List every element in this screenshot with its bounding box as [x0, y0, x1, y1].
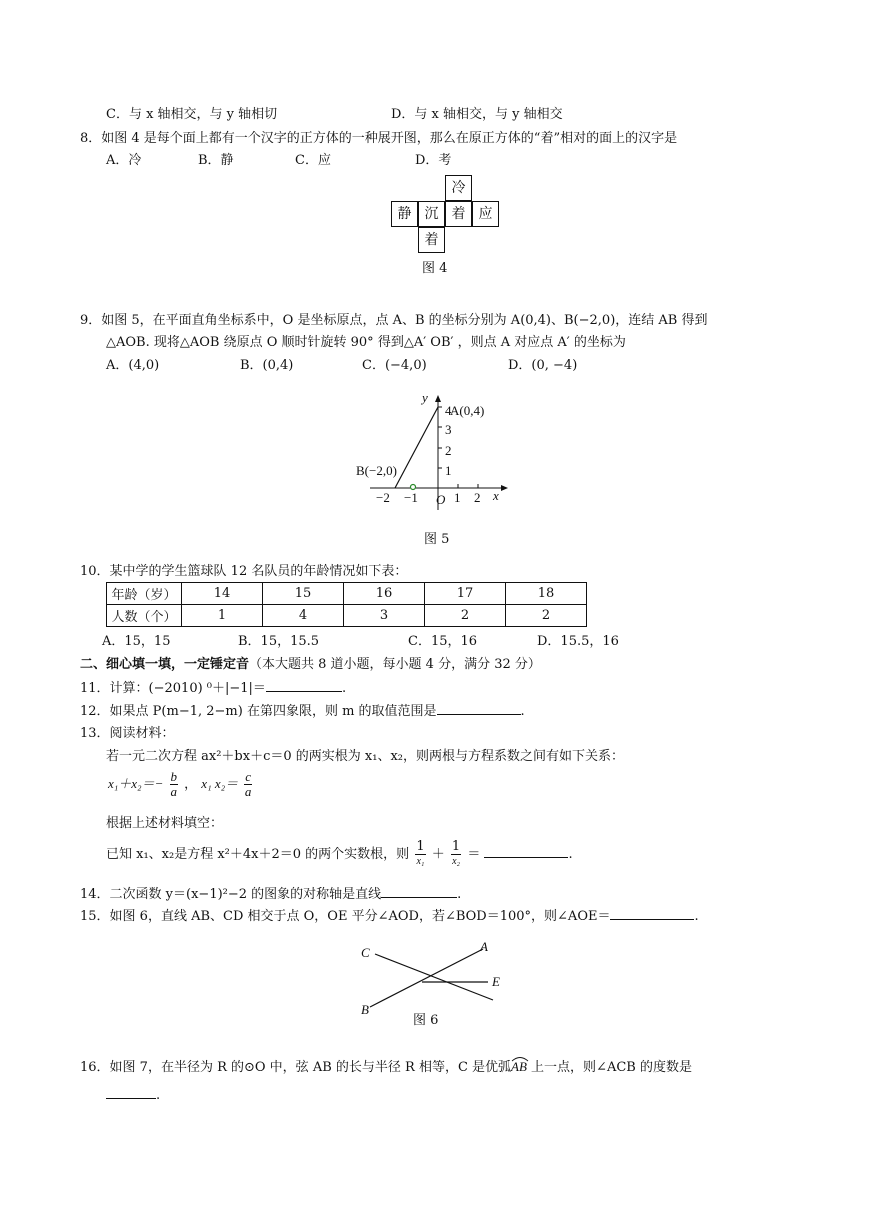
q12: [80, 702, 525, 721]
q13-r-fraction-1: [415, 840, 425, 869]
figure-5-caption: 图 5: [424, 532, 450, 547]
q15-answer-blank[interactable]: [610, 907, 694, 920]
table-cell: 16: [344, 583, 425, 605]
q13-r-fraction-2: [451, 840, 461, 869]
q9-option-b: B．(0,4): [240, 358, 294, 373]
intersecting-lines-figure: [355, 935, 515, 1015]
section-2-note: （本大题共 8 道小题，每小题 4 分，满分 32 分）: [249, 657, 541, 672]
table-cell: 14: [182, 583, 263, 605]
q11: [80, 679, 346, 698]
q13-r-den1: x₁: [416, 856, 425, 867]
q10-option-a: A．15，15: [102, 634, 171, 649]
point-b-label: B(−2,0): [356, 463, 397, 478]
q13-line4-text: 已知 x₁、x₂是方程 x²＋4x＋2＝0 的两个实数根，则: [106, 847, 410, 862]
q13-f2-fraction: [244, 770, 252, 799]
q10-option-b: B．15，15.5: [238, 634, 320, 649]
ytick-label-3: 3: [445, 422, 452, 437]
section-2-title: 二、细心填一填，一定锤定音: [80, 657, 250, 672]
q9-line2: △AOB. 现将△AOB 绕原点 O 顺时针旋转 90° 得到△A′ OB′ ，则点 A 对应点 A′ 的坐标为: [106, 335, 626, 350]
table-cell: 17: [425, 583, 506, 605]
q13-r-num1: 1: [416, 839, 425, 854]
line-ab: [370, 949, 483, 1007]
label-e: E: [492, 974, 500, 989]
xtick-label-2: 2: [474, 490, 481, 505]
q13-f1-num: b: [170, 769, 177, 784]
segment-ab: [395, 407, 438, 488]
q13-f2-left: x₁ x₂＝: [201, 776, 239, 791]
q9-option-c: C．(−4,0): [362, 358, 427, 373]
q13-f1-fraction: [170, 770, 179, 799]
label-b: B: [361, 1002, 369, 1015]
net-cell-mid: 沉: [418, 201, 445, 227]
table-cell: 人数（个）: [107, 605, 182, 627]
q13-f2-num: c: [245, 769, 252, 784]
q13-r-den2: x₂: [452, 856, 460, 867]
q7-option-c: C．与 x 轴相交，与 y 轴相切: [106, 107, 278, 122]
net-cell-bottom: 着: [418, 227, 445, 253]
q13-end: .: [568, 847, 573, 862]
q13-f2-den: a: [244, 784, 252, 799]
q13-line1: 若一元二次方程 ax²＋bx＋c＝0 的两实根为 x₁、x₂，则两根与方程系数之间有如下关系：: [106, 749, 624, 764]
table-cell: 4: [263, 605, 344, 627]
q9-line1: 9．如图 5，在平面直角坐标系中，O 是坐标原点，点 A、B 的坐标分别为 A(0,4)、B(−2,0)，连结 AB 得到: [80, 313, 708, 328]
ytick-label-4: 4: [445, 403, 452, 418]
q7-option-d: D．与 x 轴相交，与 y 轴相交: [391, 107, 563, 122]
arc-mark-icon: [511, 1056, 529, 1062]
table-row: [107, 583, 587, 605]
q13-r-num2: 1: [451, 839, 461, 854]
net-cell-top: 冷: [445, 175, 472, 201]
q13-f1-left: x₁＋x₂＝−: [108, 776, 164, 791]
q12-end: .: [520, 704, 525, 719]
table-cell: 2: [425, 605, 506, 627]
q11-answer-blank[interactable]: [266, 679, 342, 692]
q14-answer-blank[interactable]: [381, 885, 457, 898]
q9-option-a: A．(4,0): [106, 358, 160, 373]
table-cell: 年龄（岁）: [107, 583, 182, 605]
q13-line4: [106, 840, 573, 869]
q11-text: 11．计算：(−2010) ⁰＋|−1|＝: [80, 681, 266, 696]
q8-stem: 8．如图 4 是每个面上都有一个汉字的正方体的一种展开图，那么在原正方体的“着”相对的面上的汉字是: [80, 131, 678, 146]
q14: [80, 885, 461, 904]
q13-line3: 根据上述材料填空：: [106, 816, 224, 831]
q13-r-plus: ＋: [431, 847, 445, 862]
q16-line1: [80, 1058, 692, 1077]
y-axis-label: y: [422, 390, 428, 405]
point-a-label: A(0,4): [450, 403, 485, 418]
q8-option-c: C．应: [295, 153, 331, 168]
q13-f1-sep: ，: [184, 777, 198, 792]
point-marker: [411, 485, 416, 490]
age-table: [106, 582, 587, 627]
q15-end: .: [694, 909, 699, 924]
q12-answer-blank[interactable]: [437, 702, 521, 715]
y-axis-arrow: [435, 395, 441, 402]
table-cell: 2: [506, 605, 587, 627]
x-axis-arrow: [501, 485, 508, 491]
q13-answer-blank[interactable]: [484, 845, 568, 858]
net-cell-left: 静: [391, 201, 418, 227]
q16-text-b: 上一点，则∠ACB 的度数是: [526, 1060, 692, 1075]
xtick-label-1: 1: [454, 490, 461, 505]
q15: [80, 907, 699, 926]
q12-text: 12．如果点 P(m−1, 2−m) 在第四象限，则 m 的取值范围是: [80, 704, 437, 719]
ytick-label-1: 1: [445, 463, 452, 478]
table-cell: 1: [182, 605, 263, 627]
q10-option-c: C．15，16: [408, 634, 478, 649]
label-c: C: [361, 945, 370, 960]
q9-option-d: D．(0, −4): [508, 358, 578, 373]
q16-answer-blank[interactable]: [106, 1086, 156, 1099]
figure-6-caption: 图 6: [413, 1013, 439, 1028]
xtick-label-neg2: −2: [376, 490, 390, 505]
q16-end: .: [156, 1088, 161, 1103]
q10-option-d: D．15.5，16: [537, 634, 619, 649]
net-cell-right: 应: [472, 201, 499, 227]
q14-end: .: [457, 887, 462, 902]
q16-line2: [106, 1086, 160, 1105]
q16-arc-label: AB: [511, 1059, 527, 1074]
coordinate-figure: [350, 385, 520, 515]
table-cell: 15: [263, 583, 344, 605]
q15-text: 15．如图 6，直线 AB、CD 相交于点 O，OE 平分∠AOD，若∠BOD＝100°，则∠AOE＝: [80, 909, 611, 924]
line-cd: [375, 954, 493, 1000]
figure-4-caption: 图 4: [422, 261, 448, 276]
q13-f1-den: a: [170, 784, 177, 799]
q16-text-a: 16．如图 7，在半径为 R 的⊙O 中，弦 AB 的长与半径 R 相等，C 是优弧: [80, 1060, 512, 1075]
label-a: A: [480, 939, 488, 954]
q8-option-d: D．考: [415, 153, 452, 168]
net-cell-center: 着: [445, 201, 472, 227]
q13-head: 13．阅读材料：: [80, 726, 175, 741]
q8-option-b: B．静: [198, 153, 234, 168]
origin-label: O: [436, 492, 446, 507]
q14-text: 14．二次函数 y＝(x−1)²−2 的图象的对称轴是直线: [80, 887, 382, 902]
table-cell: 3: [344, 605, 425, 627]
q10-stem: 10．某中学的学生篮球队 12 名队员的年龄情况如下表：: [80, 564, 408, 579]
q13-r-eq: ＝: [467, 847, 481, 862]
table-cell: 18: [506, 583, 587, 605]
q11-end: .: [341, 681, 347, 696]
x-axis-label: x: [493, 488, 499, 503]
xtick-label-neg1: −1: [404, 490, 418, 505]
q13-formulas: [108, 770, 254, 799]
q8-option-a: A．冷: [106, 153, 142, 168]
q16-arc: [511, 1059, 527, 1074]
section-2-heading: [80, 656, 541, 674]
ytick-label-2: 2: [445, 443, 452, 458]
table-row: [107, 605, 587, 627]
